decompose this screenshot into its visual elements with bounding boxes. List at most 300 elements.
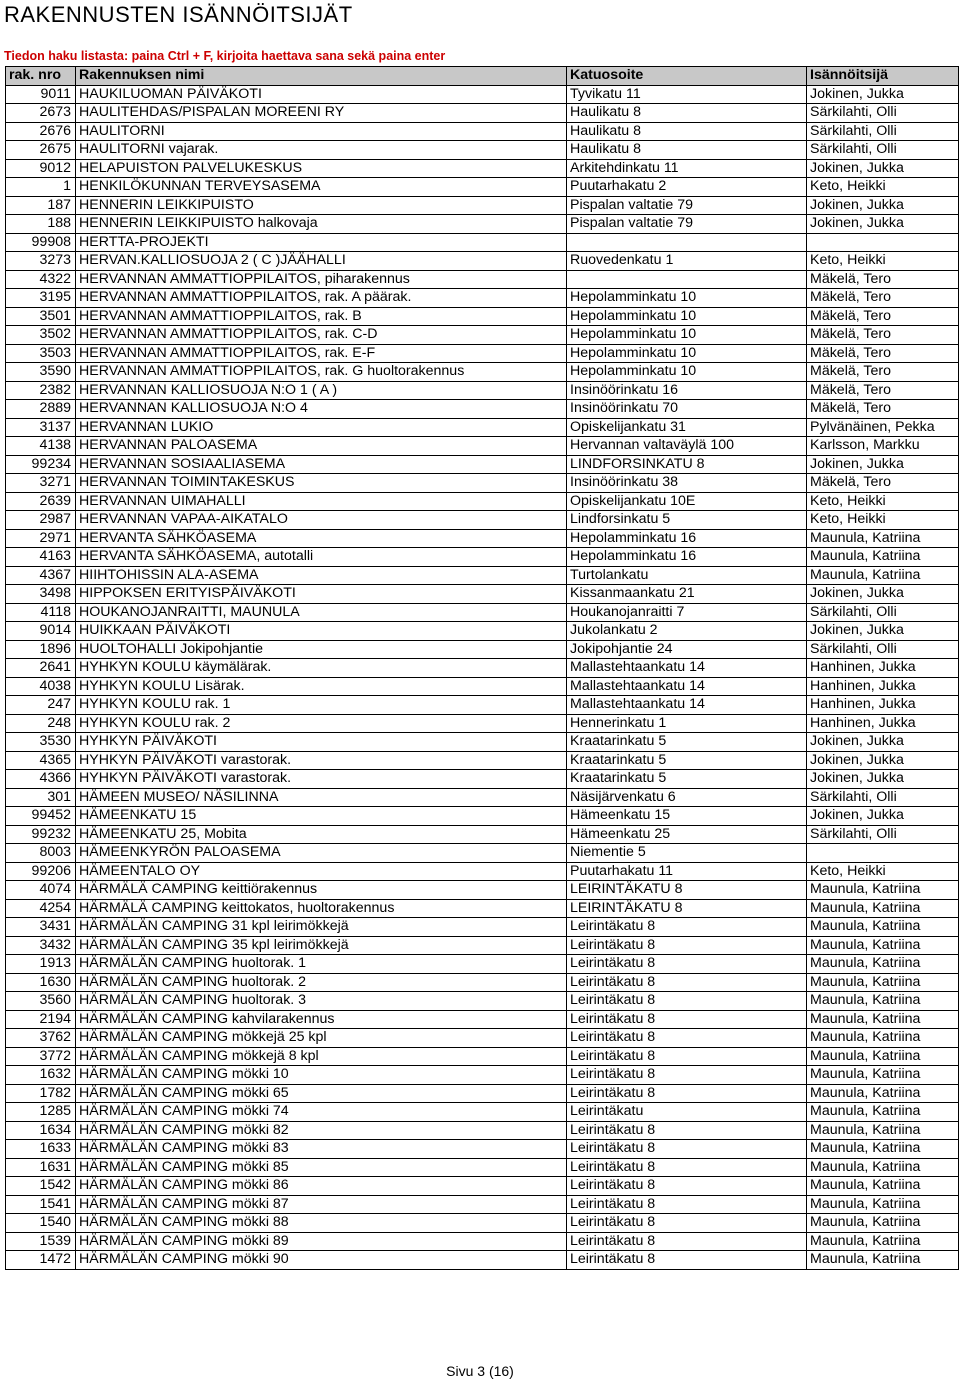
building-number-cell: 3503 (6, 344, 76, 363)
manager-cell: Hanhinen, Jukka (807, 696, 959, 715)
building-name-cell: HÄRMÄLÄN CAMPING mökki 10 (76, 1066, 567, 1085)
street-address-cell: Niementie 5 (567, 844, 807, 863)
street-address-cell: Hepolamminkatu 10 (567, 326, 807, 345)
building-number-cell: 4163 (6, 548, 76, 567)
street-address-cell: Hervannan valtaväylä 100 (567, 437, 807, 456)
manager-cell: Maunula, Katriina (807, 1140, 959, 1159)
manager-cell: Karlsson, Markku (807, 437, 959, 456)
building-name-cell: HÄRMÄLÄN CAMPING mökkejä 8 kpl (76, 1047, 567, 1066)
manager-cell: Mäkelä, Tero (807, 270, 959, 289)
building-number-cell: 2987 (6, 511, 76, 530)
table-row (6, 640, 959, 659)
building-number-cell: 9011 (6, 85, 76, 104)
building-number-cell: 1633 (6, 1140, 76, 1159)
building-number-cell: 3501 (6, 307, 76, 326)
street-address-cell: Leirintäkatu 8 (567, 1066, 807, 1085)
building-number-cell: 99232 (6, 825, 76, 844)
manager-cell: Keto, Heikki (807, 492, 959, 511)
building-number-cell: 99206 (6, 862, 76, 881)
table-row (6, 1047, 959, 1066)
manager-cell (807, 844, 959, 863)
building-number-cell: 4367 (6, 566, 76, 585)
table-row (6, 307, 959, 326)
manager-cell: Maunula, Katriina (807, 1121, 959, 1140)
table-row (6, 973, 959, 992)
table-row (6, 474, 959, 493)
street-address-cell: Hepolamminkatu 10 (567, 344, 807, 363)
street-address-cell: Leirintäkatu 8 (567, 1232, 807, 1251)
street-address-cell: Hepolamminkatu 10 (567, 363, 807, 382)
building-number-cell: 4322 (6, 270, 76, 289)
building-name-cell: HERVANTA SÄHKÖASEMA (76, 529, 567, 548)
table-row (6, 751, 959, 770)
manager-cell: Maunula, Katriina (807, 1010, 959, 1029)
building-name-cell: HERVANNAN PALOASEMA (76, 437, 567, 456)
building-name-cell: HERVANNAN AMMATTIOPPILAITOS, rak. C-D (76, 326, 567, 345)
manager-cell: Särkilahti, Olli (807, 825, 959, 844)
building-name-cell: HUOLTOHALLI Jokipohjantie (76, 640, 567, 659)
table-row (6, 492, 959, 511)
building-name-cell: HELAPUISTON PALVELUKESKUS (76, 159, 567, 178)
building-number-cell: 2639 (6, 492, 76, 511)
manager-cell: Maunula, Katriina (807, 936, 959, 955)
table-row (6, 400, 959, 419)
table-row (6, 1084, 959, 1103)
manager-cell: Jokinen, Jukka (807, 770, 959, 789)
street-address-cell: Leirintäkatu 8 (567, 1121, 807, 1140)
building-number-cell: 2194 (6, 1010, 76, 1029)
building-name-cell: HUIKKAAN PÄIVÄKOTI (76, 622, 567, 641)
building-number-cell: 1 (6, 178, 76, 197)
table-row (6, 326, 959, 345)
street-address-cell: Arkitehdinkatu 11 (567, 159, 807, 178)
manager-cell: Jokinen, Jukka (807, 807, 959, 826)
building-number-cell: 1913 (6, 955, 76, 974)
street-address-cell: Tyvikatu 11 (567, 85, 807, 104)
building-number-cell: 3137 (6, 418, 76, 437)
building-number-cell: 1539 (6, 1232, 76, 1251)
building-name-cell: HÄRMÄLÄN CAMPING 35 kpl leirimökkejä (76, 936, 567, 955)
manager-cell: Maunula, Katriina (807, 1232, 959, 1251)
table-row (6, 566, 959, 585)
manager-cell: Mäkelä, Tero (807, 307, 959, 326)
street-address-cell: Näsijärvenkatu 6 (567, 788, 807, 807)
building-name-cell: HÄRMÄLÄN CAMPING mökki 85 (76, 1158, 567, 1177)
street-address-cell: Leirintäkatu 8 (567, 918, 807, 937)
building-number-cell: 3432 (6, 936, 76, 955)
building-name-cell: HERVANNAN KALLIOSUOJA N:O 1 ( A ) (76, 381, 567, 400)
building-number-cell: 1472 (6, 1251, 76, 1270)
table-row (6, 659, 959, 678)
street-address-cell: Mallastehtaankatu 14 (567, 659, 807, 678)
manager-cell: Jokinen, Jukka (807, 733, 959, 752)
table-row (6, 733, 959, 752)
building-number-cell: 248 (6, 714, 76, 733)
building-number-cell: 1634 (6, 1121, 76, 1140)
table-row (6, 585, 959, 604)
building-number-cell: 1632 (6, 1066, 76, 1085)
manager-cell: Maunula, Katriina (807, 1195, 959, 1214)
street-address-cell: Leirintäkatu 8 (567, 1084, 807, 1103)
building-number-cell: 99452 (6, 807, 76, 826)
street-address-cell: Leirintäkatu 8 (567, 1214, 807, 1233)
street-address-cell (567, 233, 807, 252)
street-address-cell: Mallastehtaankatu 14 (567, 696, 807, 715)
table-row (6, 511, 959, 530)
street-address-cell: Insinöörinkatu 16 (567, 381, 807, 400)
building-name-cell: HÄMEEN MUSEO/ NÄSILINNA (76, 788, 567, 807)
building-number-cell: 2676 (6, 122, 76, 141)
manager-cell: Maunula, Katriina (807, 955, 959, 974)
building-name-cell: HERVANNAN AMMATTIOPPILAITOS, rak. E-F (76, 344, 567, 363)
building-name-cell: HERVAN.KALLIOSUOJA 2 ( C )JÄÄHALLI (76, 252, 567, 271)
table-row (6, 696, 959, 715)
street-address-cell: Kissanmaankatu 21 (567, 585, 807, 604)
building-number-cell: 4118 (6, 603, 76, 622)
street-address-cell: Hepolamminkatu 16 (567, 548, 807, 567)
manager-cell: Maunula, Katriina (807, 548, 959, 567)
manager-cell: Jokinen, Jukka (807, 159, 959, 178)
building-number-cell: 3560 (6, 992, 76, 1011)
table-row (6, 788, 959, 807)
manager-cell: Mäkelä, Tero (807, 326, 959, 345)
manager-cell: Särkilahti, Olli (807, 788, 959, 807)
column-header-building-number: rak. nro (6, 67, 76, 86)
manager-cell: Maunula, Katriina (807, 1103, 959, 1122)
building-number-cell: 2641 (6, 659, 76, 678)
search-hint: Tiedon haku listasta: paina Ctrl + F, kirjoita haettava sana sekä paina enter (4, 49, 446, 63)
building-number-cell: 3530 (6, 733, 76, 752)
street-address-cell: Kraatarinkatu 5 (567, 770, 807, 789)
table-row (6, 1140, 959, 1159)
building-number-cell: 1542 (6, 1177, 76, 1196)
building-number-cell: 8003 (6, 844, 76, 863)
street-address-cell: Pispalan valtatie 79 (567, 196, 807, 215)
building-name-cell: HAULITEHDAS/PISPALAN MOREENI RY (76, 104, 567, 123)
manager-cell: Pylvänäinen, Pekka (807, 418, 959, 437)
street-address-cell: Leirintäkatu 8 (567, 955, 807, 974)
manager-cell: Maunula, Katriina (807, 1084, 959, 1103)
table-header-row (6, 67, 959, 86)
building-name-cell: HOUKANOJANRAITTI, MAUNULA (76, 603, 567, 622)
table-row (6, 936, 959, 955)
building-name-cell: HÄRMÄLÄN CAMPING huoltorak. 2 (76, 973, 567, 992)
building-name-cell: HYHKYN PÄIVÄKOTI (76, 733, 567, 752)
table-row (6, 215, 959, 234)
building-name-cell: HENKILÖKUNNAN TERVEYSASEMA (76, 178, 567, 197)
street-address-cell: Leirintäkatu 8 (567, 1029, 807, 1048)
table-row (6, 548, 959, 567)
table-row (6, 529, 959, 548)
manager-cell: Maunula, Katriina (807, 1177, 959, 1196)
street-address-cell: LINDFORSINKATU 8 (567, 455, 807, 474)
table-row (6, 603, 959, 622)
manager-cell (807, 233, 959, 252)
table-row (6, 344, 959, 363)
street-address-cell: Leirintäkatu 8 (567, 1195, 807, 1214)
street-address-cell: Insinöörinkatu 70 (567, 400, 807, 419)
building-number-cell: 1285 (6, 1103, 76, 1122)
manager-cell: Keto, Heikki (807, 252, 959, 271)
table-row (6, 714, 959, 733)
manager-cell: Hanhinen, Jukka (807, 659, 959, 678)
building-number-cell: 1631 (6, 1158, 76, 1177)
building-number-cell: 99234 (6, 455, 76, 474)
street-address-cell: Lindforsinkatu 5 (567, 511, 807, 530)
building-number-cell: 3431 (6, 918, 76, 937)
table-row (6, 1066, 959, 1085)
street-address-cell: Hämeenkatu 25 (567, 825, 807, 844)
manager-cell: Mäkelä, Tero (807, 344, 959, 363)
building-name-cell: HAUKILUOMAN PÄIVÄKOTI (76, 85, 567, 104)
street-address-cell: Leirintäkatu 8 (567, 1140, 807, 1159)
street-address-cell: Opiskelijankatu 10E (567, 492, 807, 511)
building-name-cell: HYHKYN KOULU käymälärak. (76, 659, 567, 678)
table-row (6, 455, 959, 474)
building-name-cell: HÄMEENTALO OY (76, 862, 567, 881)
manager-cell: Maunula, Katriina (807, 1029, 959, 1048)
manager-cell: Keto, Heikki (807, 862, 959, 881)
manager-cell: Särkilahti, Olli (807, 603, 959, 622)
building-name-cell: HIPPOKSEN ERITYISPÄIVÄKOTI (76, 585, 567, 604)
table-row (6, 862, 959, 881)
building-name-cell: HÄRMÄLÄN CAMPING 31 kpl leirimökkejä (76, 918, 567, 937)
table-row (6, 770, 959, 789)
building-name-cell: HERVANNAN AMMATTIOPPILAITOS, piharakennus (76, 270, 567, 289)
manager-cell: Jokinen, Jukka (807, 215, 959, 234)
building-name-cell: HYHKYN KOULU Lisärak. (76, 677, 567, 696)
table-row (6, 622, 959, 641)
building-number-cell: 1896 (6, 640, 76, 659)
manager-cell: Särkilahti, Olli (807, 104, 959, 123)
building-number-cell: 1540 (6, 1214, 76, 1233)
building-name-cell: HÄMEENKATU 25, Mobita (76, 825, 567, 844)
manager-cell: Maunula, Katriina (807, 1251, 959, 1270)
manager-cell: Mäkelä, Tero (807, 289, 959, 308)
page-number: Sivu 3 (16) (446, 1363, 514, 1379)
manager-cell: Mäkelä, Tero (807, 381, 959, 400)
manager-cell: Maunula, Katriina (807, 881, 959, 900)
table-row (6, 881, 959, 900)
table-row (6, 363, 959, 382)
table-row (6, 178, 959, 197)
manager-cell: Maunula, Katriina (807, 566, 959, 585)
table-row (6, 918, 959, 937)
manager-cell: Maunula, Katriina (807, 899, 959, 918)
street-address-cell: Hepolamminkatu 10 (567, 289, 807, 308)
manager-cell: Jokinen, Jukka (807, 622, 959, 641)
building-number-cell: 4038 (6, 677, 76, 696)
building-name-cell: HERVANNAN LUKIO (76, 418, 567, 437)
table-row (6, 844, 959, 863)
table-row (6, 825, 959, 844)
table-row (6, 1158, 959, 1177)
table-row (6, 1232, 959, 1251)
manager-cell: Maunula, Katriina (807, 992, 959, 1011)
building-name-cell: HÄRMÄLÄ CAMPING keittokatos, huoltorakennus (76, 899, 567, 918)
table-row (6, 1010, 959, 1029)
manager-cell: Hanhinen, Jukka (807, 714, 959, 733)
street-address-cell: Mallastehtaankatu 14 (567, 677, 807, 696)
building-number-cell: 9012 (6, 159, 76, 178)
building-name-cell: HÄRMÄLÄN CAMPING huoltorak. 1 (76, 955, 567, 974)
building-name-cell: HÄMEENKATU 15 (76, 807, 567, 826)
table-row (6, 141, 959, 160)
street-address-cell: Leirintäkatu 8 (567, 1047, 807, 1066)
table-body (6, 85, 959, 1269)
building-name-cell: HIIHTOHISSIN ALA-ASEMA (76, 566, 567, 585)
street-address-cell: Puutarhakatu 11 (567, 862, 807, 881)
building-name-cell: HÄRMÄLÄN CAMPING mökki 65 (76, 1084, 567, 1103)
building-number-cell: 4365 (6, 751, 76, 770)
table-row (6, 1103, 959, 1122)
street-address-cell: Houkanojanraitti 7 (567, 603, 807, 622)
street-address-cell: Ruovedenkatu 1 (567, 252, 807, 271)
building-number-cell: 187 (6, 196, 76, 215)
building-name-cell: HERVANNAN AMMATTIOPPILAITOS, rak. A päärak. (76, 289, 567, 308)
building-number-cell: 188 (6, 215, 76, 234)
building-name-cell: HÄMEENKYRÖN PALOASEMA (76, 844, 567, 863)
manager-cell: Mäkelä, Tero (807, 400, 959, 419)
street-address-cell: Opiskelijankatu 31 (567, 418, 807, 437)
table-row (6, 270, 959, 289)
manager-cell: Maunula, Katriina (807, 973, 959, 992)
manager-cell: Maunula, Katriina (807, 1066, 959, 1085)
building-name-cell: HÄRMÄLÄN CAMPING mökki 88 (76, 1214, 567, 1233)
table-row (6, 159, 959, 178)
building-name-cell: HÄRMÄLÄN CAMPING mökki 82 (76, 1121, 567, 1140)
building-name-cell: HÄRMÄLÄN CAMPING mökki 83 (76, 1140, 567, 1159)
manager-cell: Särkilahti, Olli (807, 141, 959, 160)
building-number-cell: 247 (6, 696, 76, 715)
building-number-cell: 301 (6, 788, 76, 807)
street-address-cell: Leirintäkatu 8 (567, 1010, 807, 1029)
building-name-cell: HERVANNAN UIMAHALLI (76, 492, 567, 511)
street-address-cell: Pispalan valtatie 79 (567, 215, 807, 234)
building-number-cell: 3590 (6, 363, 76, 382)
building-name-cell: HAULITORNI (76, 122, 567, 141)
street-address-cell: Jokipohjantie 24 (567, 640, 807, 659)
building-name-cell: HYHKYN PÄIVÄKOTI varastorak. (76, 770, 567, 789)
table-row (6, 992, 959, 1011)
manager-cell: Mäkelä, Tero (807, 474, 959, 493)
building-name-cell: HYHKYN PÄIVÄKOTI varastorak. (76, 751, 567, 770)
building-name-cell: HÄRMÄLÄN CAMPING mökki 90 (76, 1251, 567, 1270)
table-row (6, 418, 959, 437)
column-header-building-name: Rakennuksen nimi (76, 67, 567, 86)
street-address-cell: Leirintäkatu 8 (567, 1158, 807, 1177)
table-row (6, 381, 959, 400)
building-name-cell: HERTTA-PROJEKTI (76, 233, 567, 252)
building-number-cell: 3762 (6, 1029, 76, 1048)
building-name-cell: HÄRMÄLÄN CAMPING mökki 74 (76, 1103, 567, 1122)
table-row (6, 1195, 959, 1214)
buildings-table (5, 66, 959, 1270)
building-number-cell: 1630 (6, 973, 76, 992)
street-address-cell: Leirintäkatu 8 (567, 973, 807, 992)
building-name-cell: HÄRMÄLÄ CAMPING keittiörakennus (76, 881, 567, 900)
street-address-cell: Leirintäkatu 8 (567, 992, 807, 1011)
building-name-cell: HERVANNAN TOIMINTAKESKUS (76, 474, 567, 493)
street-address-cell: Puutarhakatu 2 (567, 178, 807, 197)
building-number-cell: 1782 (6, 1084, 76, 1103)
manager-cell: Maunula, Katriina (807, 1158, 959, 1177)
building-number-cell: 2675 (6, 141, 76, 160)
building-name-cell: HENNERIN LEIKKIPUISTO (76, 196, 567, 215)
street-address-cell (567, 270, 807, 289)
table-row (6, 233, 959, 252)
building-number-cell: 4254 (6, 899, 76, 918)
street-address-cell: LEIRINTÄKATU 8 (567, 899, 807, 918)
table-row (6, 104, 959, 123)
building-name-cell: HERVANNAN AMMATTIOPPILAITOS, rak. G huoltorakennus (76, 363, 567, 382)
building-number-cell: 3498 (6, 585, 76, 604)
table-row (6, 807, 959, 826)
building-number-cell: 3502 (6, 326, 76, 345)
manager-cell: Jokinen, Jukka (807, 85, 959, 104)
street-address-cell: Haulikatu 8 (567, 122, 807, 141)
column-header-manager: Isännöitsijä (807, 67, 959, 86)
building-number-cell: 4366 (6, 770, 76, 789)
street-address-cell: Jukolankatu 2 (567, 622, 807, 641)
building-number-cell: 2889 (6, 400, 76, 419)
table-row (6, 196, 959, 215)
manager-cell: Maunula, Katriina (807, 1214, 959, 1233)
building-number-cell: 3273 (6, 252, 76, 271)
table-row (6, 1251, 959, 1270)
building-name-cell: HÄRMÄLÄN CAMPING huoltorak. 3 (76, 992, 567, 1011)
building-name-cell: HERVANTA SÄHKÖASEMA, autotalli (76, 548, 567, 567)
building-name-cell: HAULITORNI vajarak. (76, 141, 567, 160)
street-address-cell: Hämeenkatu 15 (567, 807, 807, 826)
building-number-cell: 99908 (6, 233, 76, 252)
table-row (6, 1029, 959, 1048)
building-name-cell: HÄRMÄLÄN CAMPING kahvilarakennus (76, 1010, 567, 1029)
manager-cell: Maunula, Katriina (807, 529, 959, 548)
building-name-cell: HERVANNAN VAPAA-AIKATALO (76, 511, 567, 530)
table-row (6, 1214, 959, 1233)
street-address-cell: Haulikatu 8 (567, 141, 807, 160)
table-row (6, 122, 959, 141)
building-number-cell: 1541 (6, 1195, 76, 1214)
manager-cell: Mäkelä, Tero (807, 363, 959, 382)
table-row (6, 1177, 959, 1196)
table-row (6, 252, 959, 271)
manager-cell: Jokinen, Jukka (807, 751, 959, 770)
street-address-cell: Leirintäkatu 8 (567, 1251, 807, 1270)
street-address-cell: Insinöörinkatu 38 (567, 474, 807, 493)
street-address-cell: Hepolamminkatu 16 (567, 529, 807, 548)
building-number-cell: 2673 (6, 104, 76, 123)
table-row (6, 85, 959, 104)
street-address-cell: Leirintäkatu (567, 1103, 807, 1122)
manager-cell: Keto, Heikki (807, 511, 959, 530)
page-title: RAKENNUSTEN ISÄNNÖITSIJÄT (4, 2, 353, 27)
table-row (6, 677, 959, 696)
manager-cell: Jokinen, Jukka (807, 585, 959, 604)
manager-cell: Jokinen, Jukka (807, 455, 959, 474)
table-row (6, 289, 959, 308)
street-address-cell: Turtolankatu (567, 566, 807, 585)
building-number-cell: 9014 (6, 622, 76, 641)
building-number-cell: 2971 (6, 529, 76, 548)
table-row (6, 1121, 959, 1140)
table-row (6, 437, 959, 456)
building-name-cell: HYHKYN KOULU rak. 2 (76, 714, 567, 733)
building-name-cell: HERVANNAN KALLIOSUOJA N:O 4 (76, 400, 567, 419)
manager-cell: Jokinen, Jukka (807, 196, 959, 215)
street-address-cell: Leirintäkatu 8 (567, 1177, 807, 1196)
